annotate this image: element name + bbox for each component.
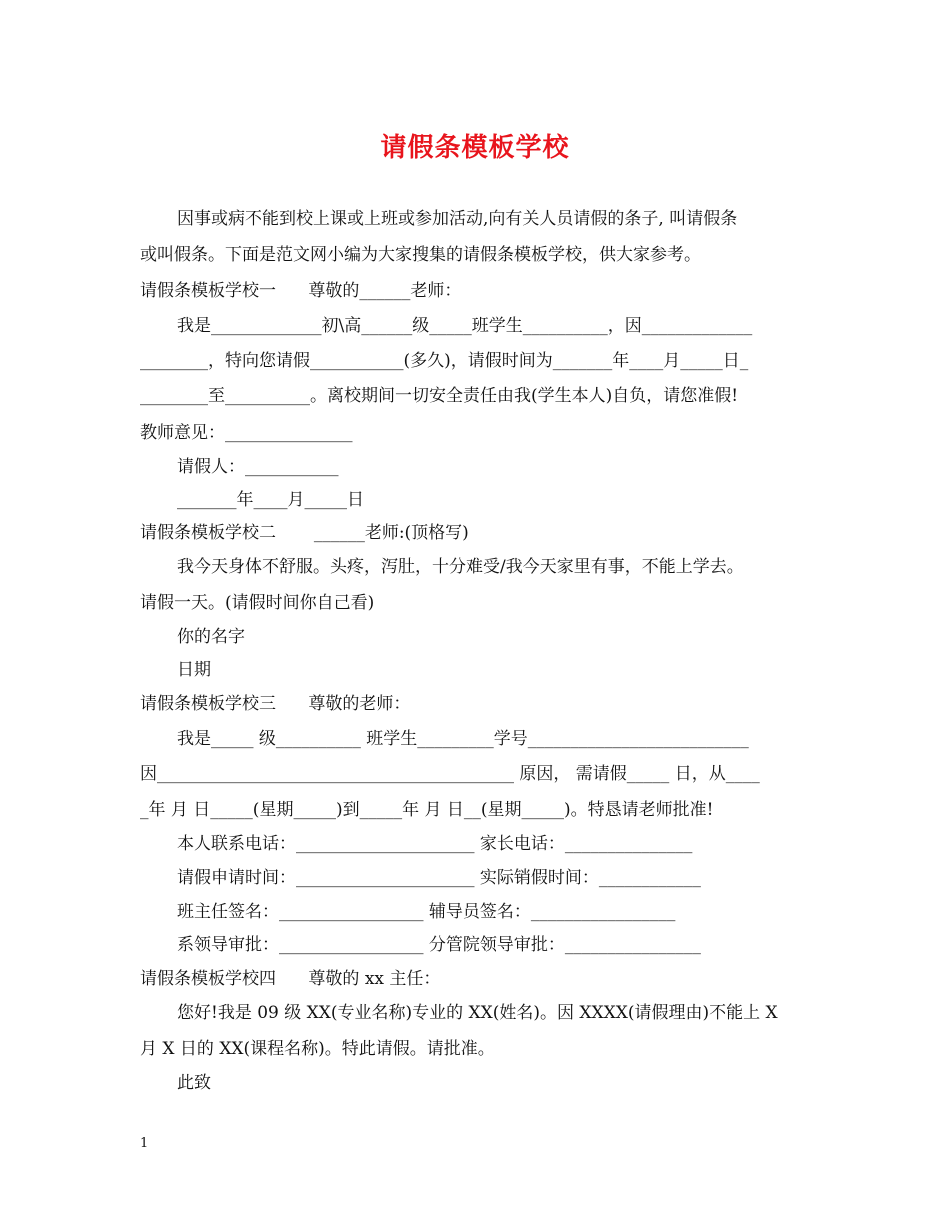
template-2-line-1: 我今天身体不舒服。头疼，泻肚，十分难受/我今天家里有事，不能上学去。 <box>177 557 744 577</box>
template-2-line-2: 请假一天。(请假时间你自己看) <box>140 593 375 613</box>
template-4-heading: 请假条模板学校四 尊敬的 xx 主任： <box>140 969 441 989</box>
template-2-date: 日期 <box>177 660 211 680</box>
intro-line-1: 因事或病不能到校上课或上班或参加活动,向有关人员请假的条子, 叫请假条 <box>177 209 738 229</box>
template-1-line-1: 我是_____________初\高______级_____班学生__________，因_____________ <box>177 316 753 336</box>
template-3-line-3: _年 月 日_____(星期_____)到_____年 月 日__(星期_____)。特恳请老师批准! <box>140 800 714 820</box>
closing-line: 此致 <box>177 1073 211 1093</box>
intro-line-2: 或叫假条。下面是范文网小编为大家搜集的请假条模板学校，供大家参考。 <box>140 245 701 265</box>
template-4-line-1: 您好!我是 09 级 XX(专业名称)专业的 XX(姓名)。因 XXXX(请假理由)不能上 X <box>177 1003 778 1023</box>
request-time-line: 请假申请时间：_____________________ 实际销假时间：____________ <box>177 868 701 888</box>
applicant-line: 请假人：___________ <box>177 457 339 477</box>
template-2-name: 你的名字 <box>177 627 245 647</box>
date-line: _______年____月_____日 <box>177 490 364 510</box>
template-3-line-2: 因__________________________________________ 原因， 需请假_____ 日，从____ <box>140 764 760 784</box>
template-1-line-3: ________至__________。离校期间一切安全责任由我(学生本人)自负，请您准假! <box>140 386 739 406</box>
template-1-heading: 请假条模板学校一 尊敬的______老师： <box>140 281 462 301</box>
page-title: 请假条模板学校 <box>380 133 570 163</box>
page-number: 1 <box>140 1136 149 1151</box>
template-4-line-2: 月 X 日的 XX(课程名称)。特此请假。请批准。 <box>140 1039 495 1059</box>
template-2-heading: 请假条模板学校二 ______老师:(顶格写) <box>140 523 469 543</box>
teacher-opinion: 教师意见：_______________ <box>140 423 353 443</box>
template-1-line-2: ________，特向您请假___________(多久)，请假时间为_______年____月_____日_ <box>140 351 749 371</box>
template-3-heading: 请假条模板学校三 尊敬的老师： <box>140 694 411 714</box>
approval-line: 系领导审批：_________________ 分管院领导审批：________________ <box>177 935 701 955</box>
template-3-line-1: 我是_____ 级__________ 班学生_________学号__________________________ <box>177 729 749 749</box>
signature-line: 班主任签名：_________________ 辅导员签名：_________________ <box>177 902 676 922</box>
contact-phone-line: 本人联系电话：_____________________ 家长电话：_______________ <box>177 834 693 854</box>
